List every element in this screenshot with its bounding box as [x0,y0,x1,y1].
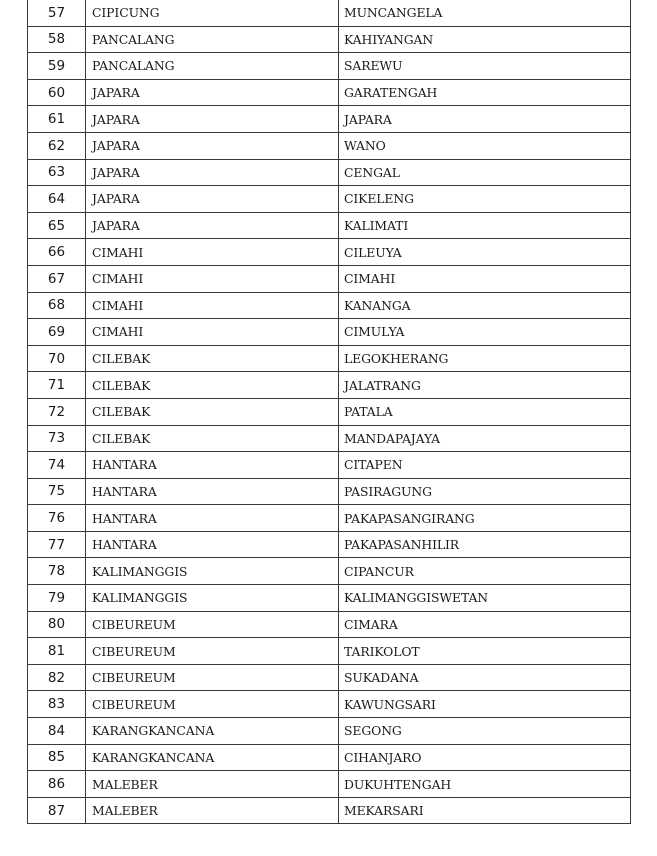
village-name: DUKUHTENGAH [339,771,631,798]
village-name: CIMAHI [339,265,631,292]
row-number: 68 [28,292,86,319]
district-name: JAPARA [86,186,339,213]
table-row [28,478,631,505]
row-number: 83 [28,691,86,718]
district-name: PANCALANG [86,26,339,53]
village-name: WANO [339,132,631,159]
table-row [28,26,631,53]
district-name: KALIMANGGIS [86,558,339,585]
table-row [28,159,631,186]
village-name: SAREWU [339,53,631,80]
village-name: PAKAPASANHILIR [339,531,631,558]
village-name: CIMARA [339,611,631,638]
table-row [28,0,631,26]
district-name: CIMAHI [86,319,339,346]
row-number: 67 [28,265,86,292]
row-number: 71 [28,372,86,399]
village-name: MUNCANGELA [339,0,631,26]
row-number: 63 [28,159,86,186]
district-name: CILEBAK [86,372,339,399]
table-row [28,345,631,372]
district-name: HANTARA [86,478,339,505]
district-name: MALEBER [86,797,339,824]
row-number: 59 [28,53,86,80]
row-number: 72 [28,398,86,425]
district-name: JAPARA [86,79,339,106]
row-number: 87 [28,797,86,824]
table-row [28,505,631,532]
district-name: JAPARA [86,106,339,133]
village-name: CITAPEN [339,452,631,479]
table-row [28,79,631,106]
row-number: 86 [28,771,86,798]
district-name: CIBEUREUM [86,638,339,665]
village-name: MEKARSARI [339,797,631,824]
table-row [28,638,631,665]
row-number: 78 [28,558,86,585]
district-name: MALEBER [86,771,339,798]
table-row [28,531,631,558]
district-name: CIMAHI [86,239,339,266]
district-name: CILEBAK [86,425,339,452]
row-number: 60 [28,79,86,106]
district-name: CIBEUREUM [86,664,339,691]
district-name: HANTARA [86,505,339,532]
district-name: CIMAHI [86,265,339,292]
village-name: KAWUNGSARI [339,691,631,718]
village-name: PASIRAGUNG [339,478,631,505]
row-number: 84 [28,718,86,745]
village-name: GARATENGAH [339,79,631,106]
district-name: CILEBAK [86,398,339,425]
row-number: 58 [28,26,86,53]
row-number: 74 [28,452,86,479]
table-row [28,718,631,745]
row-number: 79 [28,585,86,612]
table-row [28,691,631,718]
table-row [28,372,631,399]
row-number: 82 [28,664,86,691]
row-number: 65 [28,212,86,239]
village-name: PAKAPASANGIRANG [339,505,631,532]
table-row [28,771,631,798]
village-name: CIKELENG [339,186,631,213]
district-name: KALIMANGGIS [86,585,339,612]
table-row [28,106,631,133]
village-table [27,0,631,824]
row-number: 70 [28,345,86,372]
village-name: CIPANCUR [339,558,631,585]
village-name: SUKADANA [339,664,631,691]
village-name: LEGOKHERANG [339,345,631,372]
table-row [28,265,631,292]
district-name: JAPARA [86,132,339,159]
table-row [28,664,631,691]
table-row [28,212,631,239]
table-row [28,452,631,479]
district-name: KARANGKANCANA [86,744,339,771]
village-name: KAHIYANGAN [339,26,631,53]
village-name: CILEUYA [339,239,631,266]
table-row [28,239,631,266]
village-name: MANDAPAJAYA [339,425,631,452]
row-number: 62 [28,132,86,159]
table-row [28,558,631,585]
row-number: 77 [28,531,86,558]
district-name: HANTARA [86,452,339,479]
table-row [28,292,631,319]
district-name: CIPICUNG [86,0,339,26]
table-row [28,425,631,452]
table-row [28,611,631,638]
table-row [28,186,631,213]
village-name: TARIKOLOT [339,638,631,665]
row-number: 66 [28,239,86,266]
village-name: JALATRANG [339,372,631,399]
row-number: 69 [28,319,86,346]
village-name: CIHANJARO [339,744,631,771]
district-name: CIBEUREUM [86,611,339,638]
village-name: KALIMATI [339,212,631,239]
row-number: 73 [28,425,86,452]
table-row [28,797,631,824]
village-name: JAPARA [339,106,631,133]
table-row [28,585,631,612]
row-number: 64 [28,186,86,213]
table-row [28,319,631,346]
village-name: CIMULYA [339,319,631,346]
village-name: PATALA [339,398,631,425]
village-name: SEGONG [339,718,631,745]
village-name: CENGAL [339,159,631,186]
row-number: 80 [28,611,86,638]
table-row [28,744,631,771]
district-name: JAPARA [86,159,339,186]
table-row [28,398,631,425]
district-name: KARANGKANCANA [86,718,339,745]
village-name: KALIMANGGISWETAN [339,585,631,612]
row-number: 75 [28,478,86,505]
row-number: 57 [28,0,86,26]
village-name: KANANGA [339,292,631,319]
table-body [28,0,631,824]
district-name: PANCALANG [86,53,339,80]
row-number: 76 [28,505,86,532]
district-name: CILEBAK [86,345,339,372]
row-number: 85 [28,744,86,771]
district-name: HANTARA [86,531,339,558]
row-number: 61 [28,106,86,133]
district-name: CIMAHI [86,292,339,319]
table-row [28,132,631,159]
district-name: CIBEUREUM [86,691,339,718]
row-number: 81 [28,638,86,665]
table-row [28,53,631,80]
district-name: JAPARA [86,212,339,239]
